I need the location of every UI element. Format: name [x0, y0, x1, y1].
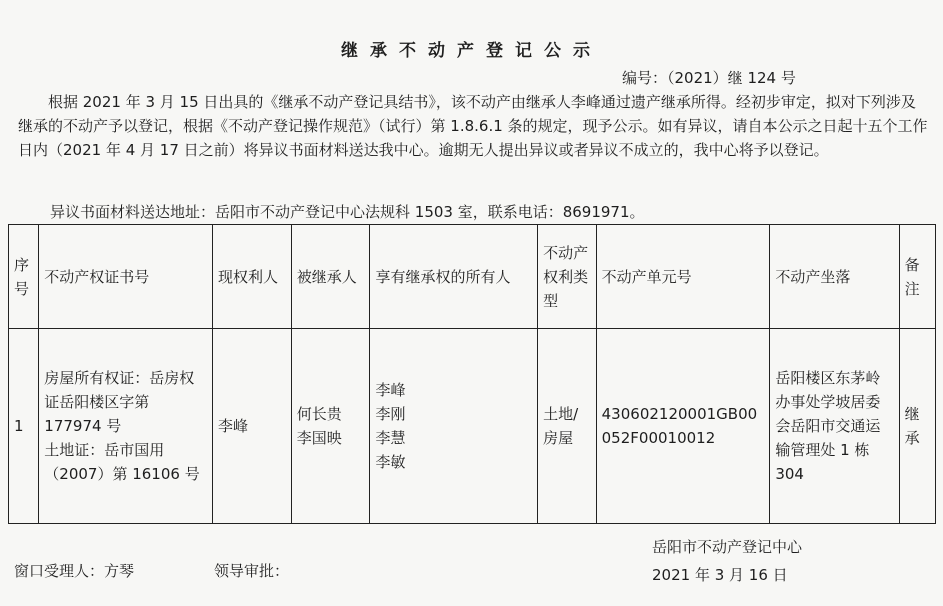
cell-seq: 1: [9, 329, 39, 524]
cell-note: 继承: [899, 329, 935, 524]
cell-unit: 430602120001GB00052F00010012: [596, 329, 770, 524]
header-unit: 不动产单元号: [596, 225, 770, 329]
issuer-name: 岳阳市不动产登记中心: [652, 538, 803, 556]
cell-heirs: 李峰 李刚 李慧 李敏: [370, 329, 538, 524]
document-title: 继承不动产登记公示: [341, 41, 602, 61]
cell-deceased: 何长贵 李国映: [291, 329, 370, 524]
document-number: 编号：（2021）继 124 号: [622, 69, 796, 87]
cell-location: 岳阳楼区东茅岭办事处学坡居委会岳阳市交通运输管理处 1 栋 304: [770, 329, 899, 524]
header-note: 备注: [899, 225, 935, 329]
property-table: [8, 224, 936, 524]
issue-date: 2021 年 3 月 16 日: [652, 566, 788, 584]
window-receiver: 窗口受理人：方琴: [14, 562, 135, 580]
header-location: 不动产坐落: [770, 225, 899, 329]
header-type: 不动产权利类型: [538, 225, 597, 329]
header-heirs: 享有继承权的所有人: [370, 225, 538, 329]
cell-cert: 房屋所有权证：岳房权证岳阳楼区字第 177974 号 土地证：岳市国用（2007）第 16106 号: [39, 329, 213, 524]
table-header-row: [9, 225, 936, 329]
cell-type: 土地/房屋: [538, 329, 597, 524]
notice-paragraph: 根据 2021 年 3 月 15 日出具的《继承不动产登记具结书》，该不动产由继承人李峰通过遗产继承所得。经初步审定，拟对下列涉及继承的不动产予以登记，根据《不动产登记操作规范》（试行）第 1.8.6.1 条的规定，现予公示。如有异议，请自本公示之日起十五个工作日内（2021 年 4 月 17 日之前）将异议书面材料送达我中心。逾期无人提出异议或者异议不成立的，我中心将予以登记。: [18, 93, 928, 159]
header-deceased: 被继承人: [291, 225, 370, 329]
table-row: [9, 329, 936, 524]
cell-owner: 李峰: [212, 329, 291, 524]
header-owner: 现权利人: [212, 225, 291, 329]
objection-address: 异议书面材料送达地址：岳阳市不动产登记中心法规科 1503 室，联系电话：8691971。: [50, 203, 645, 221]
leader-approval: 领导审批：: [214, 562, 290, 580]
header-seq: 序号: [9, 225, 39, 329]
header-cert: 不动产权证书号: [39, 225, 213, 329]
